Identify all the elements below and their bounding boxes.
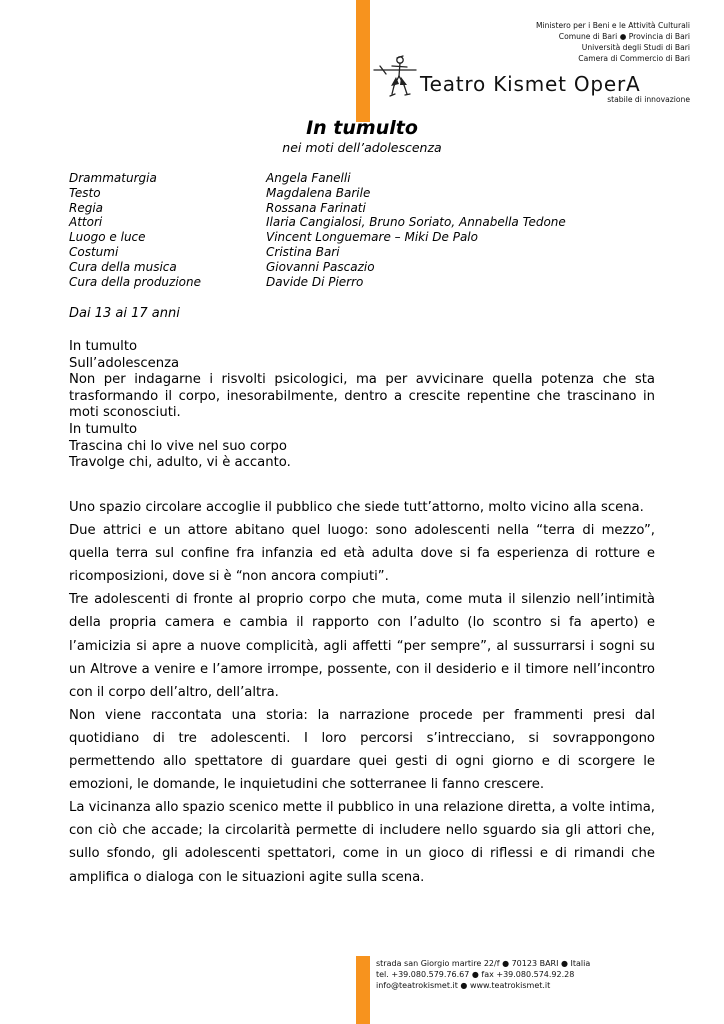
intro-line: In tumulto [69, 339, 138, 354]
footer-email-web: info@teatrokismet.it ● www.teatrokismet.it [376, 981, 551, 990]
credit-role: Testo [69, 185, 101, 200]
body-paragraph: Tre adolescenti di fronte al proprio corpo che muta, come muta il silenzio nell’intimità della propria camera e cambia il rapporto con l’adulto (lo scontro si fa aperto) e l’amicizia si apre a nuove complicità, agli affetti “per sempre”, al sussurrarsi i sogni su un Altrove a venire e l’amore irrompe, possente, con il desiderio e il timore nell’incontro con il corpo dell’altro, dell’altra. [69, 592, 655, 700]
credit-row [69, 171, 566, 186]
theatre-subtitle: stabile di innovazione [607, 95, 690, 104]
institution-line: Comune di Bari ● Provincia di Bari [558, 32, 690, 41]
body-paragraph: Non viene raccontata una storia: la narrazione procede per frammenti presi dal quotidiano di tre adolescenti. I loro percorsi s’intrecciano, si sovrappongono permettendo allo spettatore di guardare quei gesti di ogni giorno e di scorgere le emozioni, le domande, le inquietudini che sotterranee li fanno crescere. [69, 707, 655, 793]
credit-role: Attori [69, 215, 103, 230]
description-body [69, 496, 655, 889]
institution-line: Università degli Studi di Bari [581, 43, 690, 52]
credit-row [69, 245, 566, 260]
intro-line: Trascina chi lo vive nel suo corpo [69, 438, 287, 454]
credit-role: Drammaturgia [69, 171, 157, 185]
credit-name: Magdalena Barile [266, 185, 371, 200]
institutions-list [536, 20, 690, 64]
institution-line: Camera di Commercio di Bari [578, 54, 690, 63]
credit-row [69, 186, 566, 201]
credit-name: Giovanni Pascazio [266, 259, 375, 274]
credit-row [69, 230, 566, 245]
credit-name: Davide Di Pierro [266, 274, 364, 289]
body-paragraph: Due attrici e un attore abitano quel luogo: sono adolescenti nella “terra di mezzo”, quella terra sul confine fra infanzia ed età adulta dove si fa esperienza di rotture e ricomposizioni, dove si è “non ancora compiuti”. [69, 523, 655, 585]
theatre-name: Teatro Kismet OperA [420, 72, 641, 96]
header-accent-bar [356, 0, 370, 122]
credit-role: Costumi [69, 244, 119, 259]
intro-line: Sull’adolescenza [69, 355, 180, 371]
credit-row [69, 275, 566, 290]
credit-role: Cura della musica [69, 259, 177, 274]
credits-list [69, 171, 566, 289]
age-range: Dai 13 ai 17 anni [69, 306, 180, 321]
institution-line: Ministero per i Beni e le Attività Culturali [535, 21, 690, 30]
intro-text [69, 339, 655, 472]
footer-contacts [376, 958, 590, 991]
document-subtitle: nei moti dell’adolescenza [282, 140, 442, 155]
footer-address: strada san Giorgio martire 22/f ● 70123 BARI ● Italia [376, 959, 591, 968]
body-paragraph: La vicinanza allo spazio scenico mette il pubblico in una relazione diretta, a volte intima, con ciò che accade; la circolarità permette di includere nello sguardo sia gli attori che, sullo sfondo, gli adolescenti spettatori, come in un gioco di riflessi e di rimandi che amplifica o dialoga con le situazioni agite sulla scena. [69, 800, 655, 885]
credit-name: Vincent Longuemare – Miki De Palo [266, 230, 478, 245]
credit-name: Angela Fanelli [266, 171, 351, 185]
footer-phone: tel. +39.080.579.76.67 ● fax +39.080.574.92.28 [376, 970, 575, 979]
credit-name: Rossana Farinati [266, 200, 366, 215]
document-title: In tumulto [306, 117, 418, 139]
body-paragraph: Uno spazio circolare accoglie il pubblico che siede tutt’attorno, molto vicino alla scena. [69, 500, 644, 515]
credit-role: Luogo e luce [69, 230, 146, 245]
intro-line: Travolge chi, adulto, vi è accanto. [69, 455, 291, 471]
credit-row [69, 215, 566, 230]
credit-row [69, 201, 566, 216]
footer-accent-bar [356, 956, 370, 1024]
credit-role: Cura della produzione [69, 274, 201, 289]
theatre-figure-icon [372, 52, 418, 98]
intro-line: In tumulto [69, 421, 138, 437]
credit-role: Regia [69, 200, 104, 215]
credit-name: Ilaria Cangialosi, Bruno Soriato, Annabella Tedone [266, 215, 566, 230]
credit-name: Cristina Bari [266, 244, 340, 259]
intro-paragraph: Non per indagarne i risvolti psicologici, ma per avvicinare quella potenza che sta trasformando il corpo, inesorabilmente, dentro a crescite repentine che trascinano in moti sconosciuti. [69, 372, 655, 421]
credit-row [69, 260, 566, 275]
